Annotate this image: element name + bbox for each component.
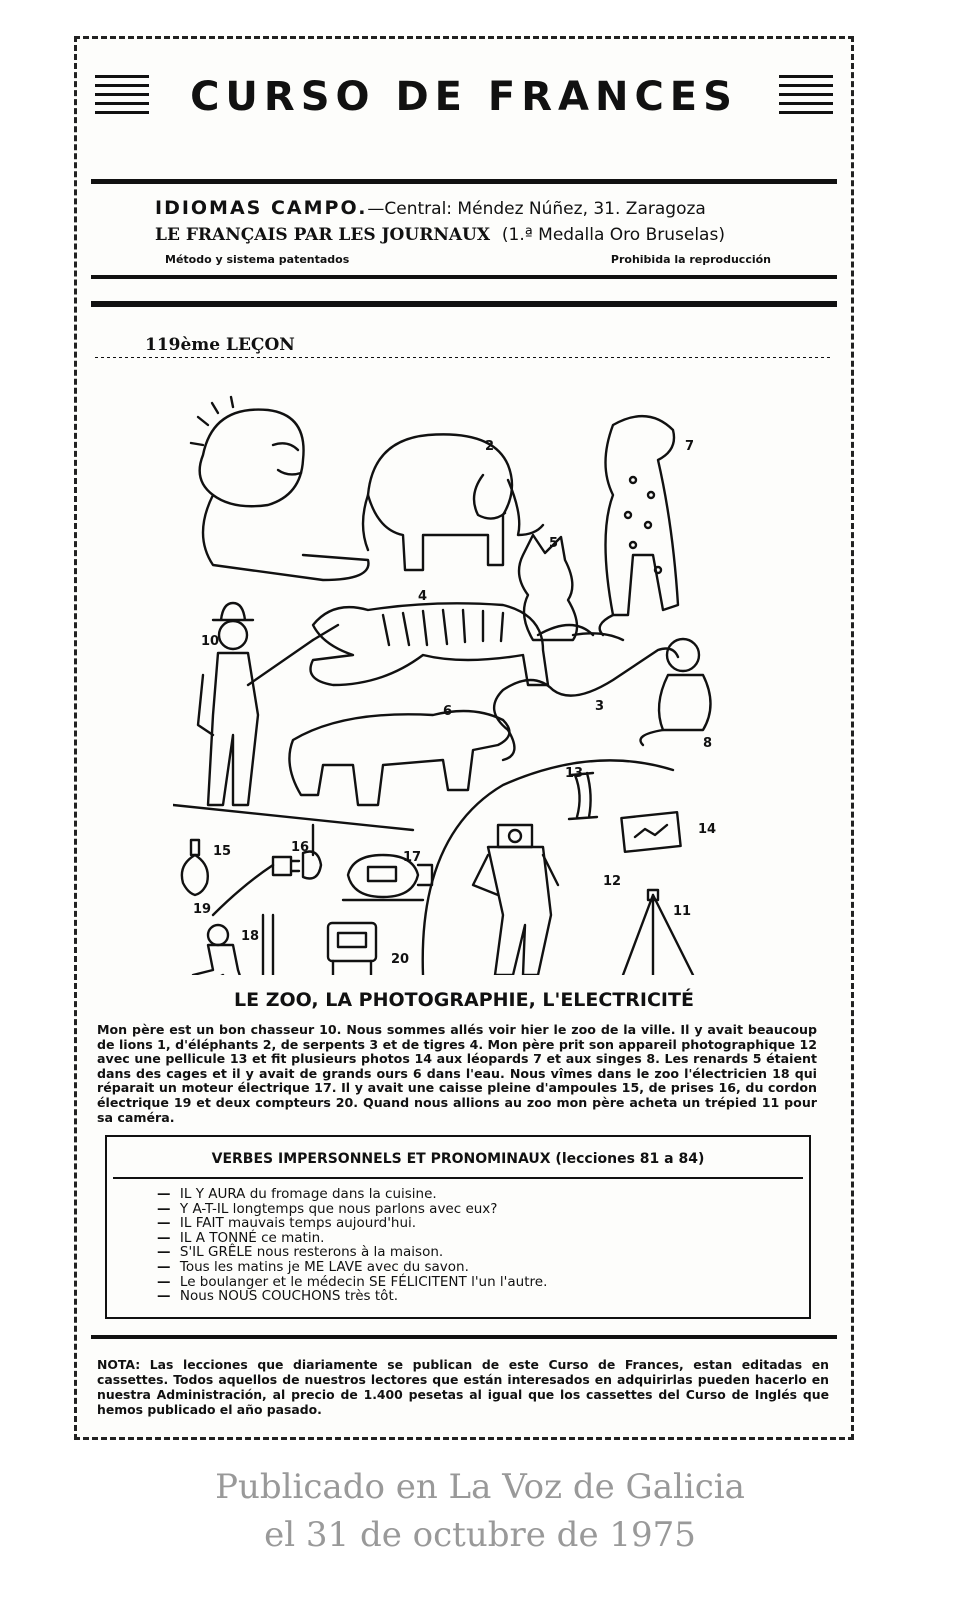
verbs-box-rule xyxy=(113,1177,803,1179)
school-address: —Central: Méndez Núñez, 31. Zaragoza xyxy=(367,199,706,219)
ref-number: 5 xyxy=(549,536,559,551)
medal-note: (1.ª Medalla Oro Bruselas) xyxy=(501,225,725,245)
course-title: CURSO DE FRANCES xyxy=(190,74,738,120)
ref-number: 2 xyxy=(485,439,495,454)
elephant-drawing xyxy=(363,434,543,570)
ref-number: 15 xyxy=(213,844,232,859)
publication-caption xyxy=(0,1463,960,1559)
method-title: LE FRANÇAIS PAR LES JOURNAUX xyxy=(155,225,491,245)
verb-example: — Nous NOUS COUCHONS très tôt. xyxy=(157,1289,547,1304)
lesson-paragraph: Mon père est un bon chasseur 10. Nous sommes allés voir hier le zoo de la ville. Il y avait beaucoup de lions 1, d'éléphants 2, de serpents 3 et de tigres 4. Mon père prit son appareil photographique 12 avec une pellicule 13 et fit plusieurs photos 14 aux léopards 7 et aux singes 8. Les renards 5 étaient dans des cages et il y avait de grands ours 6 dans l'eau. Nous vîmes dans le zoo l'électricien 18 qui réparait un moteur électrique 17. Il y avait une caisse pleine d'ampoules 15, de prises 16, du cordon électrique 19 et deux compteurs 20. Quand nous allions au zoo mon père acheta un trépied 11 pour sa caméra. xyxy=(97,1022,817,1125)
meters-drawing xyxy=(328,923,376,975)
ref-number: 20 xyxy=(391,952,410,967)
tiger-drawing xyxy=(311,603,594,685)
ref-number: 17 xyxy=(403,850,422,865)
ref-number: 8 xyxy=(703,736,713,751)
rule-thick xyxy=(91,301,837,307)
caption-line-1: Publicado en La Voz de Galicia xyxy=(215,1467,745,1507)
tripod-drawing xyxy=(623,890,693,975)
scene-divider xyxy=(173,805,413,830)
lesson-label: 119ème LEÇON xyxy=(145,335,295,355)
verb-example: — S'IL GRÊLE nous resterons à la maison. xyxy=(157,1245,547,1260)
ref-number: 14 xyxy=(698,822,717,837)
verbs-box-title: VERBES IMPERSONNELS ET PRONOMINAUX (lecciones 81 a 84) xyxy=(211,1151,705,1167)
leopard-drawing xyxy=(600,416,678,635)
notes-line xyxy=(165,253,771,266)
electrician-drawing xyxy=(188,915,273,975)
caption-line-2: el 31 de octubre de 1975 xyxy=(264,1515,696,1555)
school-name: IDIOMAS CAMPO. xyxy=(155,197,368,219)
verbs-box xyxy=(105,1135,811,1319)
title-ornament-right xyxy=(779,75,833,119)
verb-example: — Tous les matins je ME LAVE avec du savon. xyxy=(157,1260,547,1275)
plug-and-cord-drawing xyxy=(213,825,321,915)
school-line xyxy=(155,197,706,219)
ref-number: 13 xyxy=(565,766,584,781)
rule-dotted xyxy=(95,357,831,358)
method-line xyxy=(155,225,725,245)
title-ornament-left xyxy=(95,75,149,119)
ref-number: 12 xyxy=(603,874,622,889)
rule-before-nota xyxy=(91,1335,837,1339)
verb-example: — IL A TONNÉ ce matin. xyxy=(157,1231,547,1246)
verb-example: — Y A-T-IL longtemps que nous parlons avec eux? xyxy=(157,1202,547,1217)
rule-top xyxy=(91,179,837,184)
nota-paragraph: NOTA: Las lecciones que diariamente se publican de este Curso de Frances, estan editadas en cassettes. Todos aquellos de nuestros lectores que están interesados en adquirirlas pueden hacerlo en nuestra Administración, al precio de 1.400 pesetas al igual que los cassettes del Curso de Inglés que hemos publicado el año pasado. xyxy=(97,1357,829,1417)
light-bulb-drawing xyxy=(182,840,208,895)
snake-drawing xyxy=(494,649,678,760)
illustration-title: LE ZOO, LA PHOTOGRAPHIE, L'ELECTRICITÉ xyxy=(234,989,694,1011)
zoo-illustration xyxy=(173,385,733,975)
verb-example: — IL FAIT mauvais temps aujourd'hui. xyxy=(157,1216,547,1231)
method-note: Método y sistema patentados xyxy=(165,253,350,266)
ref-number: 4 xyxy=(418,589,428,604)
rights-note: Prohibida la reproducción xyxy=(610,253,771,266)
ref-number: 10 xyxy=(201,634,220,649)
photo-drawing xyxy=(621,812,680,852)
title-row xyxy=(95,67,833,127)
ref-number: 16 xyxy=(291,840,310,855)
verbs-list xyxy=(157,1187,547,1304)
ref-number: 19 xyxy=(193,902,212,917)
polar-bear-drawing xyxy=(289,711,509,805)
rule-header-bottom xyxy=(91,275,837,279)
photographer-drawing xyxy=(473,825,558,975)
lion-drawing xyxy=(191,397,368,580)
newspaper-clipping xyxy=(74,36,854,1440)
verb-example: — Le boulanger et le médecin SE FÉLICITENT l'un l'autre. xyxy=(157,1275,547,1290)
ref-number: 18 xyxy=(241,929,260,944)
ref-number: 6 xyxy=(443,704,453,719)
ref-number: 3 xyxy=(595,699,605,714)
verb-example: — IL Y AURA du fromage dans la cuisine. xyxy=(157,1187,547,1202)
ref-number: 7 xyxy=(685,439,695,454)
ref-number: 11 xyxy=(673,904,692,919)
